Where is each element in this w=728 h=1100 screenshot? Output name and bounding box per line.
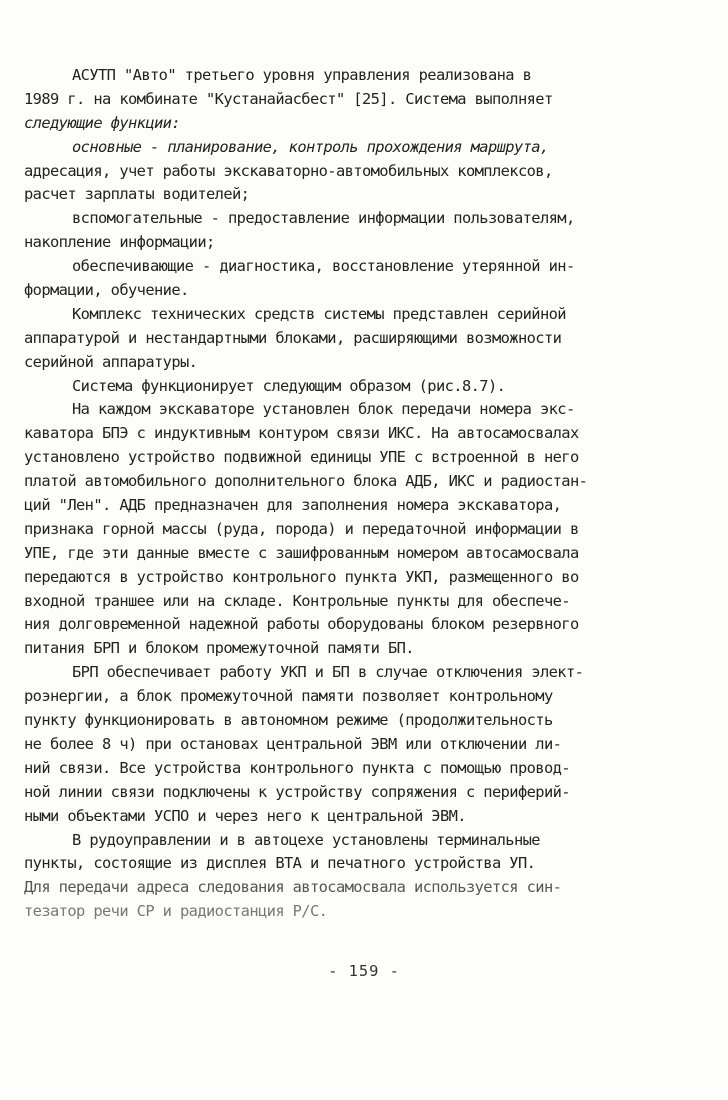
text-line: На каждом экскаваторе установлен блок передачи номера экс- bbox=[72, 400, 575, 419]
text-line: Система функционирует следующим образом (рис.8.7). bbox=[72, 376, 506, 395]
text-line: ния долговременной надежной работы оборудованы блоком резервного bbox=[24, 615, 579, 634]
text-line: ний связи. Все устройства контрольного пункта с помощью провод- bbox=[24, 758, 570, 777]
text-line: ными объектами УСПО и через него к центральной ЭВМ. bbox=[24, 806, 466, 825]
page-number: - 159 - bbox=[328, 962, 400, 980]
text-line: накопление информации; bbox=[24, 233, 215, 252]
text-line: формации, обучение. bbox=[24, 281, 189, 300]
text-line: В рудоуправлении и в автоцехе установлены терминальные bbox=[72, 830, 540, 849]
text-line: адресация, учет работы экскаваторно-автомобильных комплексов, bbox=[24, 161, 553, 180]
text-line: следующие функции: bbox=[24, 113, 180, 132]
text-line: Комплекс технических средств системы представлен серийной bbox=[72, 304, 566, 323]
text-line: 1989 г. на комбинате "Кустанайасбест" [25]. Система выполняет bbox=[24, 89, 553, 108]
text-line: пункту функционировать в автономном режиме (продолжительность bbox=[24, 711, 553, 730]
text-line: серийной аппаратуры. bbox=[24, 352, 198, 371]
text-line: УПЕ, где эти данные вместе с зашифрованным номером автосамосвала bbox=[24, 543, 579, 562]
text-line: не более 8 ч) при остановах центральной ЭВМ или отключении ли- bbox=[24, 734, 562, 753]
text-line: расчет зарплаты водителей; bbox=[24, 185, 250, 204]
text-line: признака горной массы (руда, порода) и передаточной информации в bbox=[24, 519, 579, 538]
text-line: обеспечивающие - диагностика, восстановление утерянной ин- bbox=[72, 257, 575, 276]
text-line: АСУТП "Авто" третьего уровня управления реализована в bbox=[72, 66, 532, 84]
text-line: Для передачи адреса следования автосамосвала используется син- bbox=[24, 878, 562, 897]
text-line: ций "Лен". АДБ предназначен для заполнения номера экскаватора, bbox=[24, 496, 562, 515]
text-line: входной траншее или на складе. Контрольные пункты для обеспече- bbox=[24, 591, 570, 610]
text-line: БРП обеспечивает работу УКП и БП в случае отключения элект- bbox=[72, 663, 584, 682]
text-line: аппаратурой и нестандартными блоками, расширяющими возможности bbox=[24, 328, 562, 347]
document-body bbox=[24, 64, 684, 924]
text-line: питания БРП и блоком промежуточной памяти БП. bbox=[24, 639, 414, 658]
text-line: каватора БПЭ с индуктивным контуром связи ИКС. На автосамосвалах bbox=[24, 424, 579, 443]
text-line: пункты, состоящие из дисплея ВТА и печатного устройства УП. bbox=[24, 854, 536, 873]
text-line: платой автомобильного дополнительного блока АДБ, ИКС и радиостан- bbox=[24, 472, 588, 491]
text-line: ной линии связи подключены к устройству сопряжения с периферий- bbox=[24, 782, 570, 801]
text-line: передаются в устройство контрольного пункта УКП, размещенного во bbox=[24, 567, 579, 586]
text-line: установлено устройство подвижной единицы УПЕ с встроенной в него bbox=[24, 448, 579, 467]
text-line: тезатор речи СР и радиостанция Р/С. bbox=[24, 902, 328, 921]
text-line: вспомогательные - предоставление информации пользователям, bbox=[72, 209, 575, 228]
text-line: роэнергии, а блок промежуточной памяти позволяет контрольному bbox=[24, 687, 553, 706]
text-line: основные - планирование, контроль прохождения маршрута, bbox=[72, 137, 549, 156]
